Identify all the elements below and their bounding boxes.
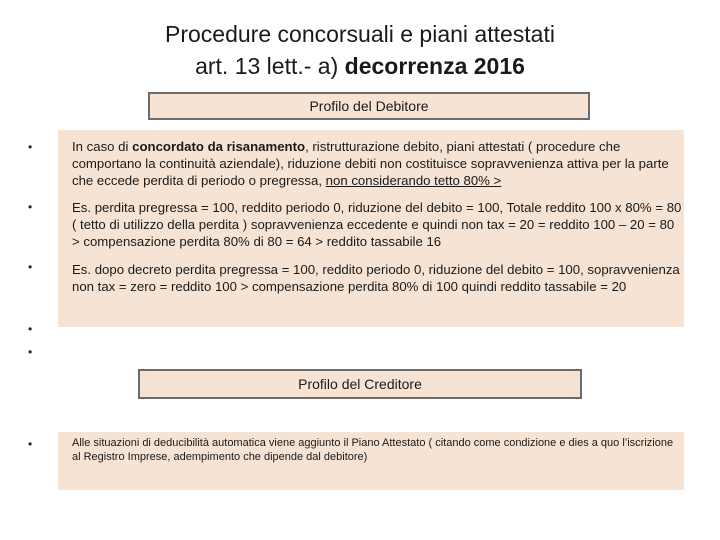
p1-rest: , ristrutturazione debito, piani attestati ( procedure che comportano la continuità aziendale), riduzione debiti non costituisce sopravvenienza attiva per la parte che eccede perdita di periodo o pregressa, bbox=[72, 139, 669, 189]
debitore-heading: Profilo del Debitore bbox=[148, 92, 590, 120]
debitore-paragraph-3: Es. dopo decreto perdita pregressa = 100, reddito periodo 0, riduzione del debito = 100, sopravvenienza non tax = zero = reddito 100 > compensazione perdita 80% di 100 quindi reddito tassabile = 20 bbox=[72, 262, 680, 295]
bullet: • bbox=[28, 345, 33, 359]
bullet: • bbox=[28, 200, 33, 214]
bullet: • bbox=[28, 322, 33, 336]
debitore-paragraph-1 bbox=[72, 138, 682, 190]
p1-bold: concordato da risanamento bbox=[132, 139, 306, 154]
title-line-2-bold: decorrenza 2016 bbox=[344, 53, 525, 79]
title-line-2-prefix: art. 13 lett.- a) bbox=[195, 53, 345, 79]
title-line-1: Procedure concorsuali e piani attestati bbox=[165, 21, 555, 47]
p1-underline: non considerando tetto 80% > bbox=[325, 173, 502, 189]
creditore-paragraph-1: Alle situazioni di deducibilità automatica viene aggiunto il Piano Attestato ( citando come condizione e dies a quo l’iscrizione al Registro Imprese, adempimento che dipende dal debitore) bbox=[72, 437, 674, 463]
bullet: • bbox=[28, 260, 33, 274]
debitore-paragraph-2: Es. perdita pregressa = 100, reddito periodo 0, riduzione del debito = 100, Totale reddito 100 x 80% = 80 ( tetto di utilizzo della perdita ) sopravvenienza eccedente e quindi non tax = 20 = reddito 100 – 20 = 80 > compensazione perdita 80% di 80 = 64 > reddito tassabile 16 bbox=[72, 200, 682, 250]
creditore-heading: Profilo del Creditore bbox=[138, 369, 582, 399]
bullet: • bbox=[28, 140, 33, 154]
page-title bbox=[0, 18, 720, 82]
title-line-2 bbox=[0, 50, 720, 82]
bullet: • bbox=[28, 437, 33, 451]
p1-prefix: In caso di bbox=[72, 139, 133, 154]
